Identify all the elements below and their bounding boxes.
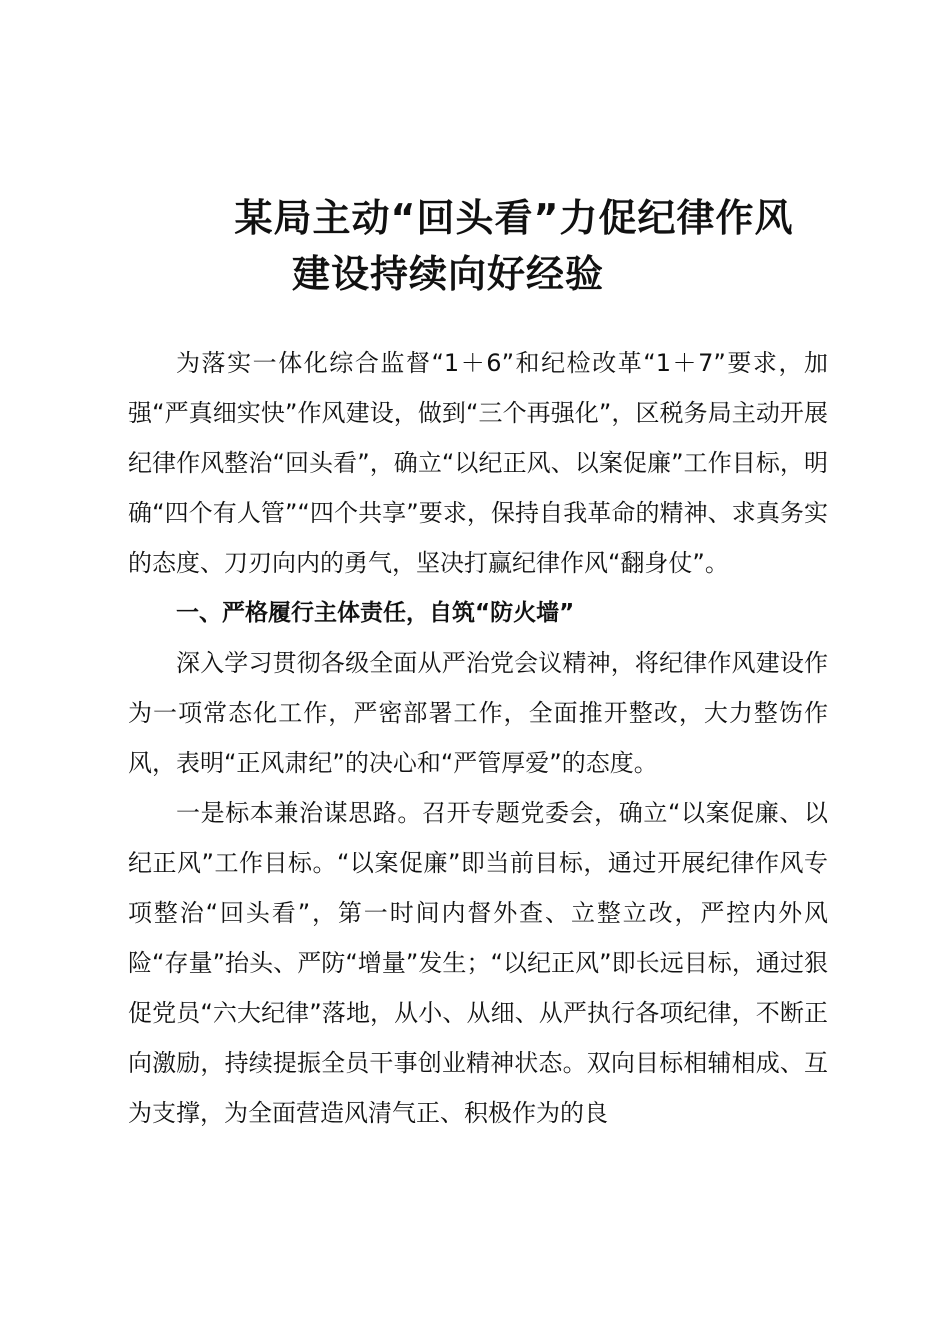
title-line-2: 建设持续向好经验 — [291, 252, 604, 296]
paragraph-section-1: 深入学习贯彻各级全面从严治党会议精神，将纪律作风建设作为一项常态化工作，严密部署工作，全面推开整改，大力整饬作风，表明“正风肃纪”的决心和“严管厚爱”的态度。 — [128, 649, 828, 777]
document-body — [128, 338, 828, 1138]
document-title — [128, 190, 888, 302]
paragraph-point-1: 一是标本兼治谋思路。召开专题党委会，确立“以案促廉、以纪正风”工作目标。“以案促廉”即当前目标，通过开展纪律作风专项整治“回头看”，第一时间内督外查、立整立改，严控内外风险“存量”抬头、严防“增量”发生；“以纪正风”即长远目标，通过狠促党员“六大纪律”落地，从小、从细、从严执行各项纪律，不断正向激励，持续提振全员干事创业精神状态。双向目标相辅相成、互为支撑，为全面营造风清气正、积极作为的良 — [128, 799, 828, 1127]
title-line-1: 某局主动“回头看”力促纪律作风 — [234, 196, 794, 240]
section-heading-1: 一、严格履行主体责任，自筑“防火墙” — [176, 600, 575, 626]
paragraph-intro: 为落实一体化综合监督“1＋6”和纪检改革“1＋7”要求，加强“严真细实快”作风建设，做到“三个再强化”，区税务局主动开展纪律作风整治“回头看”，确立“以纪正风、以案促廉”工作目标，明确“四个有人管”“四个共享”要求，保持自我革命的精神、求真务实的态度、刀刃向内的勇气，坚决打赢纪律作风“翻身仗”。 — [128, 349, 828, 577]
